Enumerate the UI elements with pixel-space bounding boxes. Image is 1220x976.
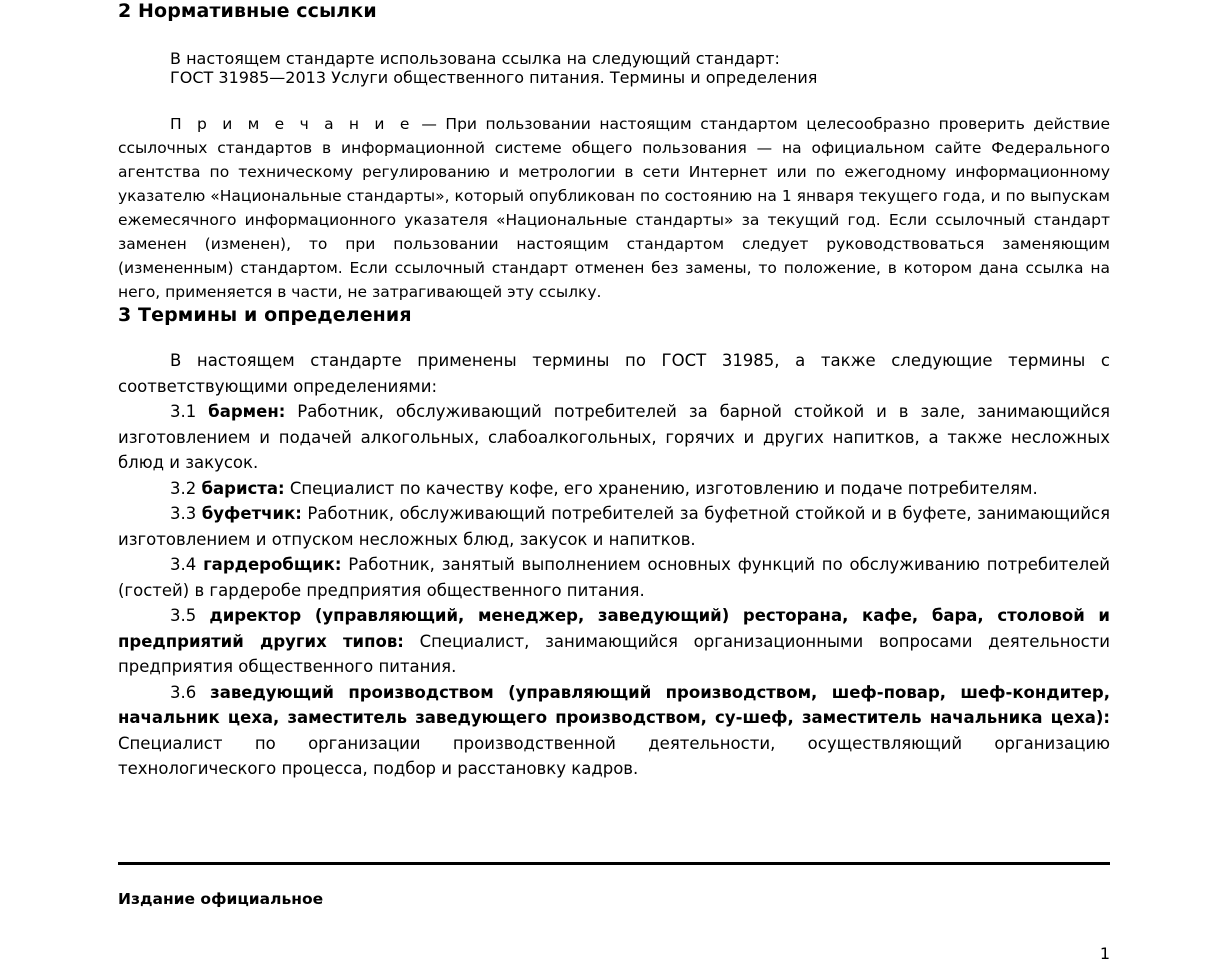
section-3-lead-text: В настоящем стандарте применены термины по ГОСТ 31985, а также следующие термины с соответствующими определениями: (118, 351, 1110, 396)
term-name: бармен: (208, 402, 286, 421)
term-name: гардеробщик: (203, 555, 342, 574)
note-body: При пользовании настоящим стандартом целесообразно проверить действие ссылочных стандартов в информационной системе общего пользования — на официальном сайте Федерального агентства по техническому регулированию и метрологии в сети Интернет или по ежегодному информационному указателю «Национальные стандарты», который опубликован по состоянию на 1 января текущего года, и по выпускам ежемесячного информационного указателя «Национальные стандарты» за текущий год. Если ссылочный стандарт заменен (изменен), то при пользовании настоящим стандартом следует руководствоваться заменяющим (измененным) стандартом. Если ссылочный стандарт отменен без замены, то положение, в котором дана ссылка на него, применяется в части, не затрагивающей эту ссылку. (118, 115, 1111, 301)
term-entry (118, 501, 1110, 552)
term-name: бариста: (201, 478, 285, 498)
section-2-intro (118, 49, 1110, 87)
section-3-lead (118, 348, 1110, 399)
term-definition: Работник, обслуживающий потребителей за буфетной стойкой и в буфете, занимающийся изготовлением и отпуском несложных блюд, закусок и напитков. (118, 504, 1110, 549)
term-definition: Специалист по качеству кофе, его хранению, изготовлению и подаче потребителям. (289, 478, 1038, 498)
term-number: 3.5 (170, 606, 197, 625)
term-definition: Специалист по организации производственной деятельности, осуществляющий организацию технологического процесса, подбор и расстановку кадров. (118, 733, 1110, 778)
term-entry (118, 603, 1110, 680)
footer-divider (118, 862, 1110, 865)
note-dash: — (412, 115, 446, 133)
term-definition: Работник, обслуживающий потребителей за барной стойкой и в зале, занимающийся изготовлением и подачей алкогольных, слабоалкогольных, горячих и других напитков, а также несложных блюд и закусок. (118, 402, 1110, 472)
section-2-intro-line-1: В настоящем стандарте использована ссылка на следующий стандарт: (170, 49, 780, 68)
section-3-heading: 3 Термины и определения (118, 304, 412, 326)
page-number: 1 (1099, 944, 1110, 963)
term-name: директор (управляющий, менеджер, заведующий) ресторана, кафе, бара, столовой и предприятий других типов: (118, 606, 1110, 651)
section-2-intro-line-2: ГОСТ 31985—2013 Услуги общественного питания. Термины и определения (170, 68, 818, 87)
term-number: 3.6 (170, 682, 197, 702)
term-number: 3.4 (170, 555, 197, 574)
section-2-note (118, 112, 1110, 304)
term-entry (118, 680, 1110, 782)
term-entry (118, 399, 1110, 476)
term-definition: Работник, занятый выполнением основных функций по обслуживанию потребителей (гостей) в гардеробе предприятия общественного питания. (118, 555, 1110, 600)
term-entry (118, 552, 1110, 603)
term-name: буфетчик: (201, 504, 302, 523)
official-edition-label: Издание официальное (118, 890, 324, 908)
note-label: П р и м е ч а н и е (170, 115, 413, 133)
term-number: 3.1 (170, 402, 197, 421)
term-number: 3.3 (170, 504, 197, 523)
term-name: заведующий производством (управляющий производством, шеф-повар, шеф-кондитер, начальник цеха, заместитель заведующего производством, су-шеф, заместитель начальника цеха): (118, 682, 1110, 727)
term-definition: Специалист, занимающийся организационными вопросами деятельности предприятия общественного питания. (118, 631, 1110, 676)
section-3-body (118, 348, 1110, 782)
term-number: 3.2 (170, 478, 197, 498)
term-entry (118, 476, 1110, 502)
section-2-heading: 2 Нормативные ссылки (118, 0, 377, 22)
